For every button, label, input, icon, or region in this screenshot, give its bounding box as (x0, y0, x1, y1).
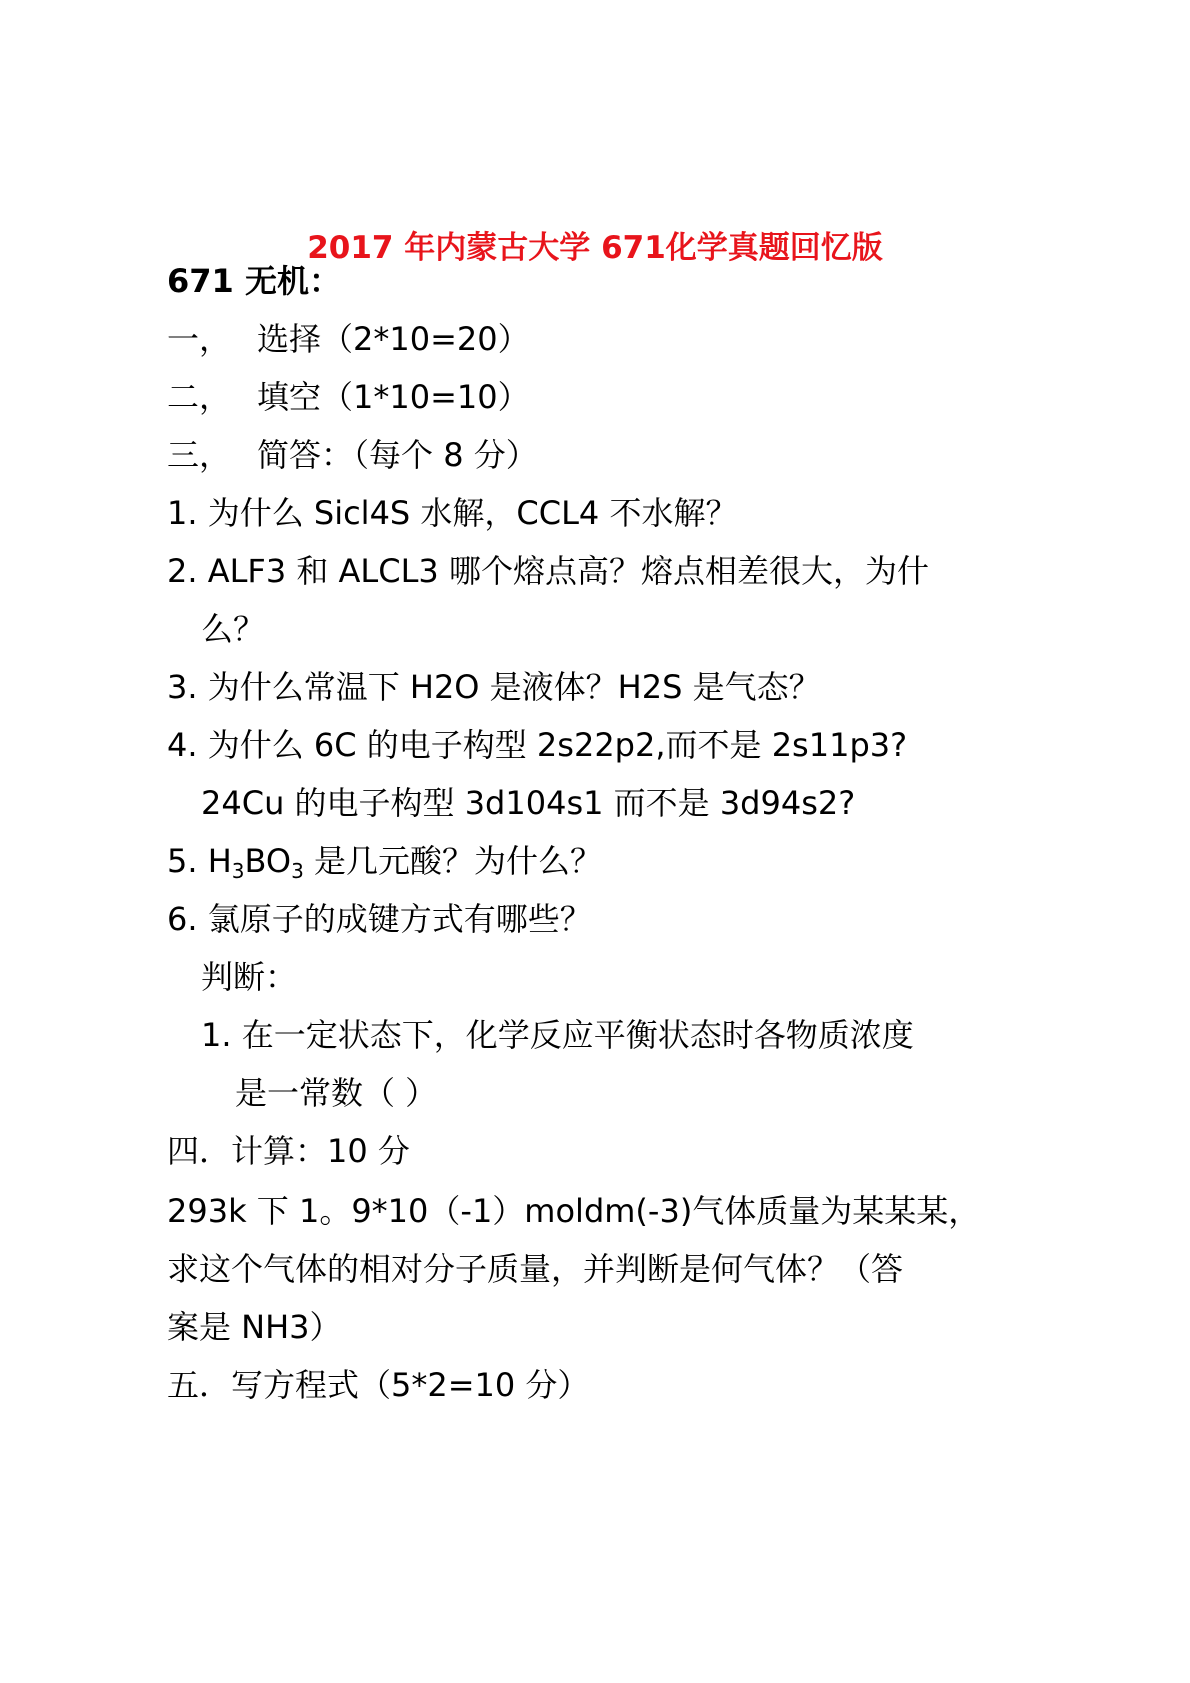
section-short-answer-label: 简答：（每个 8 分） (257, 436, 538, 474)
question-3: 3. 为什么常温下 H2O 是液体？H2S 是气态？ (167, 668, 821, 706)
question-4-line-1: 4. 为什么 6C 的电子构型 2s22p2,而不是 2s11p3? (167, 726, 908, 764)
question-5-subscript-1: 3 (231, 859, 245, 883)
question-4-line-2: 24Cu 的电子构型 3d104s1 而不是 3d94s2? (201, 784, 856, 822)
section-choice-label: 选择（2*10=20） (257, 320, 530, 358)
question-1: 1. 为什么 Sicl4S 水解，CCL4 不水解？ (167, 494, 738, 532)
section-short-answer-index: 三， (167, 436, 232, 474)
section-equations: 五．写方程式（5*2=10 分） (167, 1366, 590, 1404)
question-5-prefix: 5. H (167, 842, 232, 880)
question-5 (167, 839, 602, 883)
section-choice-index: 一， (167, 320, 232, 358)
question-2-line-2: 么？ (201, 610, 266, 648)
question-6: 6. 氯原子的成键方式有哪些？ (167, 900, 592, 938)
section-inorganic-heading: 671 无机： (167, 262, 341, 300)
section-choice (167, 317, 530, 361)
section-short-answer (167, 433, 538, 477)
calculation-line-1: 293k 下 1。9*10（-1）moldm(-3)气体质量为某某某， (167, 1192, 981, 1230)
document-title: 2017 年内蒙古大学 671化学真题回忆版 (307, 230, 883, 266)
section-calculation: 四．计算：10 分 (167, 1132, 410, 1170)
question-5-suffix: 是几元酸？为什么？ (303, 842, 602, 880)
calculation-line-2: 求这个气体的相对分子质量，并判断是何气体？（答 (167, 1250, 904, 1288)
question-5-subscript-2: 3 (291, 859, 304, 883)
question-2-line-1: 2. ALF3 和 ALCL3 哪个熔点高？熔点相差很大，为什 (167, 552, 929, 590)
section-fill-blank-index: 二， (167, 378, 232, 416)
judge-item-1-line-2: 是一常数（ ） (235, 1074, 438, 1112)
judge-heading: 判断： (201, 958, 298, 996)
section-fill-blank (167, 375, 530, 419)
section-fill-blank-label: 填空（1*10=10） (257, 378, 530, 416)
question-5-mid: BO (244, 842, 292, 880)
judge-item-1-line-1: 1. 在一定状态下，化学反应平衡状态时各物质浓度 (201, 1016, 914, 1054)
calculation-line-3: 案是 NH3） (167, 1308, 342, 1346)
